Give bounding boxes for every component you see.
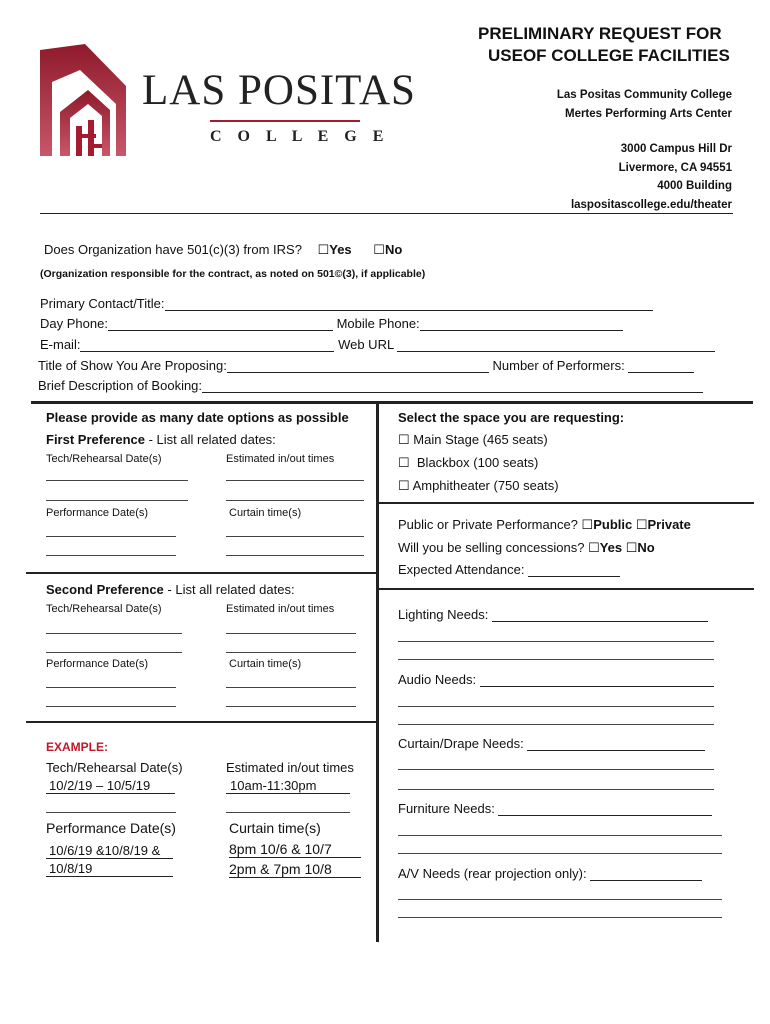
org501-yes-label: Yes	[329, 242, 352, 257]
logo-subtitle: C O L L E G E	[210, 128, 390, 145]
example-perf-value-2: 10/8/19	[46, 861, 173, 877]
mobile-phone-label: Mobile Phone:	[336, 316, 420, 331]
description-row	[38, 378, 703, 393]
web-url-field[interactable]	[397, 337, 715, 352]
furniture-row	[398, 801, 712, 816]
lighting-field-3[interactable]	[398, 659, 714, 660]
city-state-zip: Livermore, CA 94551	[618, 161, 732, 174]
example-tech-label: Tech/Rehearsal Date(s)	[46, 760, 183, 775]
left-divider-2	[26, 721, 378, 723]
public-private-question: Public or Private Performance?	[398, 517, 578, 532]
main-stage-label: Main Stage (465 seats)	[413, 432, 548, 447]
show-title-row	[38, 358, 694, 373]
private-checkbox[interactable]: ☐	[635, 517, 648, 532]
first-curtain-field-1[interactable]	[226, 536, 364, 537]
first-pref-heading	[46, 432, 276, 447]
av-field-2[interactable]	[398, 899, 722, 900]
lighting-row	[398, 607, 708, 622]
logo-divider	[210, 120, 360, 122]
form-title-line1: PRELIMINARY REQUEST FOR	[478, 24, 722, 43]
first-inout-field-2[interactable]	[226, 500, 364, 501]
logo-building-icon	[40, 44, 130, 159]
day-phone-label: Day Phone:	[40, 316, 108, 331]
primary-contact-row	[40, 296, 653, 311]
college-logo	[40, 44, 440, 160]
second-inout-field-2[interactable]	[226, 652, 356, 653]
center-name: Mertes Performing Arts Center	[564, 107, 732, 120]
org501-no-label: No	[384, 242, 403, 257]
attendance-field[interactable]	[528, 562, 620, 577]
lighting-field-2[interactable]	[398, 641, 714, 642]
org501-row	[44, 242, 402, 258]
second-perf-field-1[interactable]	[46, 687, 176, 688]
amphitheater-option[interactable]	[398, 478, 559, 494]
second-inout-field-1[interactable]	[226, 633, 356, 634]
first-perf-field-1[interactable]	[46, 536, 176, 537]
first-pref-rest: - List all related dates:	[145, 432, 276, 447]
web-url-label: Web URL	[338, 337, 394, 352]
attendance-row	[398, 562, 620, 577]
email-label: E-mail:	[40, 337, 81, 352]
space-heading: Select the space you are requesting:	[398, 410, 625, 425]
concessions-row	[398, 540, 655, 556]
example-label: EXAMPLE:	[46, 740, 109, 754]
performers-field[interactable]	[628, 358, 694, 373]
furniture-label: Furniture Needs:	[398, 801, 495, 816]
second-curtain-label: Curtain time(s)	[229, 658, 302, 670]
show-title-field[interactable]	[227, 358, 489, 373]
curtain-needs-field[interactable]	[527, 736, 705, 751]
first-curtain-field-2[interactable]	[226, 555, 364, 556]
curtain-needs-row	[398, 736, 705, 751]
description-label: Brief Description of Booking:	[38, 378, 203, 393]
right-divider	[376, 588, 754, 590]
example-inout-label: Estimated in/out times	[226, 760, 354, 775]
audio-row	[398, 672, 714, 687]
form-title-line2: USEOF COLLEGE FACILITIES	[488, 46, 730, 65]
example-tech-field-2	[46, 812, 176, 813]
public-label: Public	[593, 517, 633, 532]
concessions-no-label: No	[637, 540, 655, 555]
public-private-row	[398, 517, 691, 533]
space-divider	[376, 502, 754, 504]
second-pref-rest: - List all related dates:	[163, 582, 295, 597]
second-curtain-field-1[interactable]	[226, 687, 356, 688]
day-phone-field[interactable]	[108, 316, 333, 331]
blackbox-label: Blackbox (100 seats)	[416, 455, 539, 470]
first-tech-field-1[interactable]	[46, 480, 188, 481]
org501-question: Does Organization have 501(c)(3) from IRS?	[44, 242, 302, 257]
concessions-yes-label: Yes	[599, 540, 623, 555]
av-field[interactable]	[590, 866, 702, 881]
main-stage-checkbox[interactable]: ☐	[398, 432, 410, 447]
furniture-field-2[interactable]	[398, 835, 722, 836]
primary-contact-field[interactable]	[165, 296, 653, 311]
first-inout-label: Estimated in/out times	[226, 453, 335, 465]
building: 4000 Building	[657, 180, 732, 192]
logo-name: LAS POSITAS	[142, 67, 416, 114]
lighting-label: Lighting Needs:	[398, 607, 489, 622]
first-pref-label: First Preference	[46, 432, 145, 447]
left-divider-1	[26, 572, 378, 574]
example-inout-value: 10am-11:30pm	[226, 778, 350, 794]
center-vertical-divider	[376, 404, 379, 942]
first-curtain-label: Curtain time(s)	[229, 507, 302, 519]
second-pref-heading	[46, 582, 295, 597]
av-field-3[interactable]	[398, 917, 722, 918]
example-curtain-value-1: 8pm 10/6 & 10/7	[229, 841, 361, 858]
header-divider	[40, 213, 733, 214]
first-inout-field-1[interactable]	[226, 480, 364, 481]
college-address-block	[557, 86, 732, 214]
email-row	[40, 337, 715, 352]
second-pref-label: Second Preference	[46, 582, 164, 597]
public-checkbox[interactable]: ☐	[581, 517, 594, 532]
private-label: Private	[647, 517, 691, 532]
show-title-label: Title of Show You Are Proposing:	[38, 358, 227, 373]
example-inout-field-2	[226, 812, 350, 813]
audio-label: Audio Needs:	[398, 672, 477, 687]
section-top-border	[31, 401, 753, 404]
curtain-needs-field-3[interactable]	[398, 789, 714, 790]
example-curtain-label: Curtain time(s)	[229, 820, 321, 836]
attendance-label: Expected Attendance:	[398, 562, 525, 577]
first-tech-label: Tech/Rehearsal Date(s)	[46, 453, 162, 465]
audio-field-2[interactable]	[398, 706, 714, 707]
second-tech-field-1[interactable]	[46, 633, 182, 634]
av-row	[398, 866, 702, 881]
first-performance-label: Performance Date(s)	[46, 507, 149, 519]
second-tech-field-2[interactable]	[46, 652, 182, 653]
furniture-field[interactable]	[498, 801, 712, 816]
curtain-needs-label: Curtain/Drape Needs:	[398, 736, 524, 751]
example-perf-value-1: 10/6/19 &10/8/19 &	[46, 843, 173, 859]
primary-contact-label: Primary Contact/Title:	[40, 296, 165, 311]
dates-intro: Please provide as many date options as possible	[46, 410, 349, 425]
second-performance-label: Performance Date(s)	[46, 658, 149, 670]
phone-row	[40, 316, 623, 331]
curtain-needs-field-2[interactable]	[398, 769, 714, 770]
org501-yes-checkbox[interactable]: ☐	[317, 242, 330, 257]
mobile-phone-field[interactable]	[420, 316, 623, 331]
concessions-no-checkbox[interactable]: ☐	[625, 540, 638, 555]
lighting-field[interactable]	[492, 607, 708, 622]
audio-field-3[interactable]	[398, 724, 714, 725]
concessions-question: Will you be selling concessions?	[398, 540, 585, 555]
blackbox-checkbox[interactable]: ☐	[398, 455, 410, 470]
street-address: 3000 Campus Hill Dr	[620, 143, 732, 155]
org501-no-checkbox[interactable]: ☐	[373, 242, 385, 257]
av-label: A/V Needs (rear projection only):	[398, 866, 587, 881]
email-field[interactable]	[80, 337, 334, 352]
first-tech-field-2[interactable]	[46, 500, 188, 501]
blackbox-option[interactable]	[398, 455, 538, 471]
furniture-field-3[interactable]	[398, 853, 722, 854]
concessions-yes-checkbox[interactable]: ☐	[588, 540, 600, 555]
main-stage-option[interactable]	[398, 432, 548, 448]
amphitheater-label: Amphitheater (750 seats)	[412, 478, 559, 493]
second-inout-label: Estimated in/out times	[226, 603, 335, 615]
second-perf-field-2[interactable]	[46, 706, 176, 707]
website: laspositascollege.edu/theater	[570, 198, 732, 211]
first-perf-field-2[interactable]	[46, 555, 176, 556]
example-performance-label: Performance Date(s)	[46, 820, 176, 836]
example-curtain-value-2: 2pm & 7pm 10/8	[229, 861, 361, 878]
second-tech-label: Tech/Rehearsal Date(s)	[46, 603, 162, 615]
audio-field[interactable]	[480, 672, 714, 687]
org501-note: (Organization responsible for the contract, as noted on 501©(3), if applicable)	[40, 268, 426, 280]
amphitheater-checkbox[interactable]: ☐	[398, 478, 410, 493]
performers-label: Number of Performers:	[492, 358, 625, 373]
second-curtain-field-2[interactable]	[226, 706, 356, 707]
description-field[interactable]	[202, 378, 703, 393]
college-name: Las Positas Community College	[556, 89, 732, 101]
example-tech-value: 10/2/19 – 10/5/19	[46, 778, 175, 794]
